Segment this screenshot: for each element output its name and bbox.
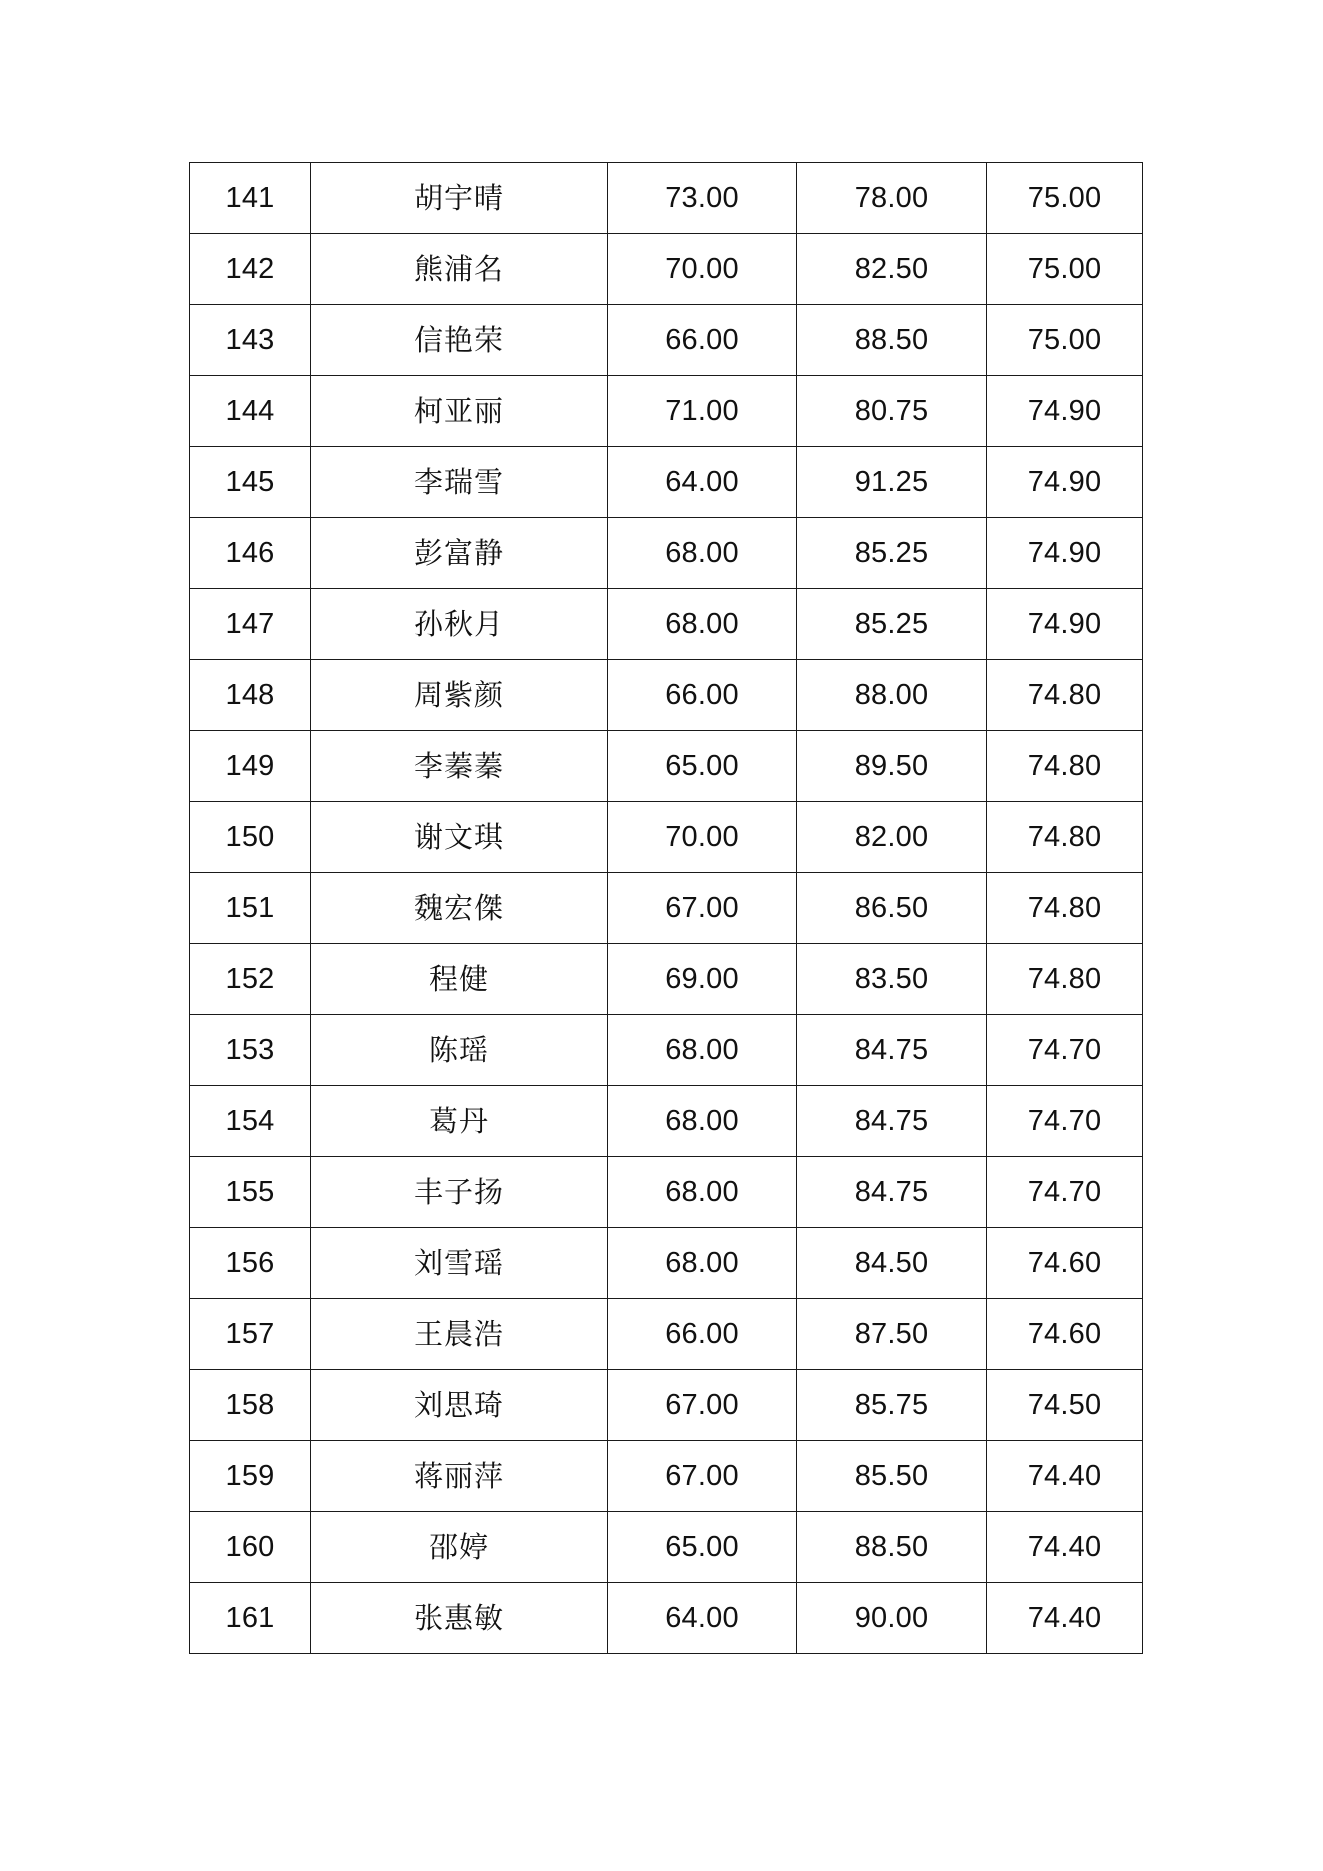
table-row [190,1157,1143,1228]
cell-score-2: 83.50 [797,944,987,1015]
table-row [190,1015,1143,1086]
cell-name: 谢文琪 [311,802,608,873]
cell-number: 145 [190,447,311,518]
cell-total: 74.60 [987,1299,1143,1370]
cell-total: 74.40 [987,1583,1143,1654]
cell-number: 154 [190,1086,311,1157]
cell-total: 75.00 [987,234,1143,305]
score-table [189,162,1143,1654]
cell-number: 153 [190,1015,311,1086]
cell-score-2: 78.00 [797,163,987,234]
cell-name: 张惠敏 [311,1583,608,1654]
cell-score-1: 64.00 [608,447,797,518]
cell-total: 74.80 [987,660,1143,731]
cell-name: 李瑞雪 [311,447,608,518]
cell-number: 159 [190,1441,311,1512]
cell-number: 149 [190,731,311,802]
cell-score-2: 85.25 [797,518,987,589]
score-table-body [190,163,1143,1654]
cell-total: 75.00 [987,305,1143,376]
cell-total: 74.90 [987,447,1143,518]
cell-score-2: 84.75 [797,1015,987,1086]
cell-name: 彭富静 [311,518,608,589]
cell-score-2: 84.75 [797,1157,987,1228]
cell-number: 150 [190,802,311,873]
cell-score-1: 65.00 [608,1512,797,1583]
cell-name: 李蓁蓁 [311,731,608,802]
cell-number: 161 [190,1583,311,1654]
cell-number: 157 [190,1299,311,1370]
cell-total: 74.80 [987,802,1143,873]
cell-name: 孙秋月 [311,589,608,660]
cell-name: 周紫颜 [311,660,608,731]
cell-score-1: 65.00 [608,731,797,802]
cell-score-1: 67.00 [608,1441,797,1512]
cell-total: 74.80 [987,944,1143,1015]
cell-number: 147 [190,589,311,660]
cell-number: 142 [190,234,311,305]
cell-score-2: 82.00 [797,802,987,873]
cell-name: 程健 [311,944,608,1015]
cell-total: 74.70 [987,1157,1143,1228]
cell-score-1: 73.00 [608,163,797,234]
cell-total: 74.50 [987,1370,1143,1441]
cell-score-1: 68.00 [608,518,797,589]
cell-name: 熊浦名 [311,234,608,305]
cell-number: 151 [190,873,311,944]
cell-score-1: 66.00 [608,1299,797,1370]
cell-score-1: 68.00 [608,1086,797,1157]
cell-score-2: 87.50 [797,1299,987,1370]
cell-score-1: 68.00 [608,589,797,660]
table-row [190,234,1143,305]
cell-name: 信艳荣 [311,305,608,376]
table-row [190,376,1143,447]
cell-score-1: 68.00 [608,1157,797,1228]
table-row [190,1441,1143,1512]
cell-score-2: 89.50 [797,731,987,802]
table-row [190,802,1143,873]
cell-total: 74.90 [987,589,1143,660]
table-row [190,660,1143,731]
cell-score-1: 66.00 [608,305,797,376]
cell-name: 魏宏傑 [311,873,608,944]
cell-score-1: 67.00 [608,1370,797,1441]
table-row [190,447,1143,518]
cell-score-1: 70.00 [608,802,797,873]
cell-number: 155 [190,1157,311,1228]
cell-name: 柯亚丽 [311,376,608,447]
table-row [190,731,1143,802]
table-row [190,163,1143,234]
cell-total: 74.90 [987,518,1143,589]
cell-score-1: 70.00 [608,234,797,305]
cell-score-2: 86.50 [797,873,987,944]
cell-name: 丰子扬 [311,1157,608,1228]
cell-total: 74.80 [987,873,1143,944]
cell-score-2: 88.50 [797,305,987,376]
cell-number: 158 [190,1370,311,1441]
table-row [190,1512,1143,1583]
cell-number: 143 [190,305,311,376]
cell-number: 156 [190,1228,311,1299]
cell-number: 141 [190,163,311,234]
cell-name: 刘雪瑶 [311,1228,608,1299]
cell-name: 邵婷 [311,1512,608,1583]
cell-name: 陈瑶 [311,1015,608,1086]
cell-name: 胡宇晴 [311,163,608,234]
cell-score-2: 88.50 [797,1512,987,1583]
cell-total: 74.80 [987,731,1143,802]
cell-score-1: 64.00 [608,1583,797,1654]
cell-name: 蒋丽萍 [311,1441,608,1512]
cell-score-2: 80.75 [797,376,987,447]
table-row [190,589,1143,660]
cell-score-1: 66.00 [608,660,797,731]
cell-score-2: 88.00 [797,660,987,731]
cell-number: 160 [190,1512,311,1583]
cell-number: 146 [190,518,311,589]
cell-score-1: 69.00 [608,944,797,1015]
table-row [190,1086,1143,1157]
table-row [190,873,1143,944]
cell-number: 152 [190,944,311,1015]
cell-name: 刘思琦 [311,1370,608,1441]
cell-score-2: 82.50 [797,234,987,305]
table-row [190,305,1143,376]
cell-total: 74.70 [987,1015,1143,1086]
cell-score-2: 85.25 [797,589,987,660]
cell-total: 74.90 [987,376,1143,447]
table-row [190,1583,1143,1654]
cell-score-2: 85.75 [797,1370,987,1441]
cell-total: 74.40 [987,1512,1143,1583]
cell-total: 74.60 [987,1228,1143,1299]
table-row [190,1228,1143,1299]
cell-name: 葛丹 [311,1086,608,1157]
cell-score-2: 84.50 [797,1228,987,1299]
cell-score-2: 85.50 [797,1441,987,1512]
table-row [190,944,1143,1015]
cell-score-1: 67.00 [608,873,797,944]
cell-number: 144 [190,376,311,447]
cell-score-2: 90.00 [797,1583,987,1654]
cell-score-1: 68.00 [608,1015,797,1086]
cell-name: 王晨浩 [311,1299,608,1370]
cell-total: 74.40 [987,1441,1143,1512]
cell-total: 75.00 [987,163,1143,234]
table-row [190,518,1143,589]
cell-score-1: 68.00 [608,1228,797,1299]
table-row [190,1299,1143,1370]
cell-number: 148 [190,660,311,731]
cell-score-2: 84.75 [797,1086,987,1157]
cell-score-2: 91.25 [797,447,987,518]
table-row [190,1370,1143,1441]
cell-score-1: 71.00 [608,376,797,447]
cell-total: 74.70 [987,1086,1143,1157]
